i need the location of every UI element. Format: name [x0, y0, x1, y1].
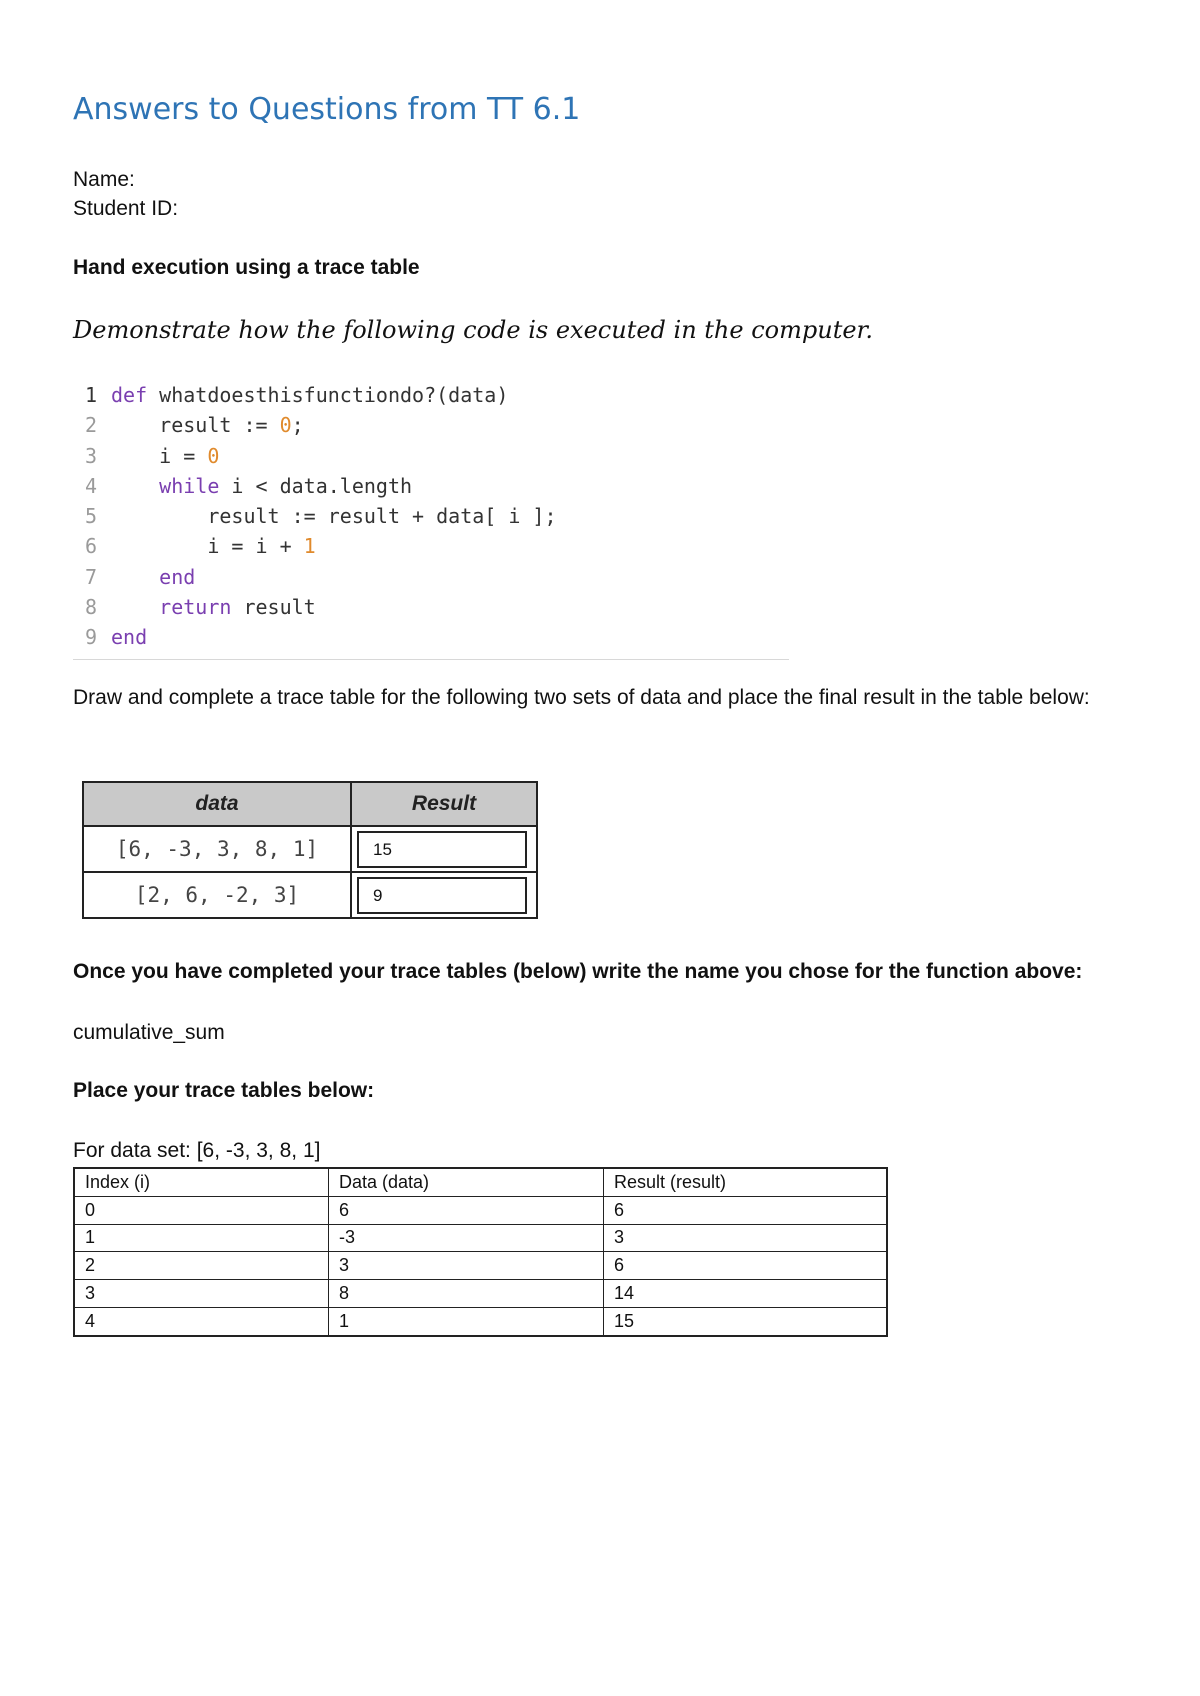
code-line	[73, 410, 789, 440]
data-cell: 3	[329, 1252, 604, 1280]
line-number: 9	[84, 625, 97, 650]
data-cell: 8	[329, 1280, 604, 1308]
line-number: 2	[84, 413, 97, 438]
table-row	[83, 826, 537, 872]
table-row	[74, 1196, 887, 1224]
code-keyword: while	[159, 473, 220, 498]
code-text: i = i +	[111, 534, 304, 559]
code-keyword: end	[111, 625, 148, 650]
code-line	[73, 471, 789, 501]
data-cell: [6, -3, 3, 8, 1]	[83, 826, 351, 872]
page-title: Answers to Questions from TT 6.1	[73, 92, 581, 127]
table-row	[74, 1280, 887, 1308]
index-cell: 3	[74, 1280, 329, 1308]
code-number: 0	[207, 443, 220, 468]
code-line	[73, 441, 789, 471]
result-table-header	[83, 782, 537, 826]
result-cell: 3	[604, 1224, 888, 1252]
code-keyword: end	[159, 564, 196, 589]
table-instruction: Draw and complete a trace table for the following two sets of data and place the final result in the table below:	[73, 686, 1090, 709]
code-text: result :=	[111, 413, 280, 438]
line-number: 7	[84, 564, 97, 589]
index-cell: 1	[74, 1224, 329, 1252]
header-data: Data (data)	[329, 1168, 604, 1196]
index-cell: 4	[74, 1307, 329, 1335]
code-line	[73, 531, 789, 561]
result-field[interactable]: 9	[357, 877, 527, 914]
section-heading: Hand execution using a trace table	[73, 256, 420, 279]
result-cell: 6	[604, 1196, 888, 1224]
line-number: 1	[84, 383, 97, 407]
code-text: whatdoesthisfunctiondo?(data)	[147, 383, 509, 407]
code-number: 0	[279, 413, 292, 438]
table-row	[74, 1252, 887, 1280]
code-line	[73, 501, 789, 531]
function-name-prompt: Once you have completed your trace tables (below) write the name you chose for the function above:	[73, 960, 1083, 983]
trace-table-caption: For data set: [6, -3, 3, 8, 1]	[73, 1139, 321, 1162]
code-number: 1	[303, 534, 316, 559]
name-label: Name:	[73, 168, 135, 191]
trace-table-header	[74, 1168, 887, 1196]
function-name-answer: cumulative_sum	[73, 1021, 225, 1044]
student-id-label: Student ID:	[73, 197, 179, 220]
header-index: Index (i)	[74, 1168, 329, 1196]
header-result: Result (result)	[604, 1168, 888, 1196]
code-text	[111, 595, 159, 619]
code-keyword: def	[111, 383, 148, 407]
code-line	[73, 380, 789, 410]
code-text: ;	[291, 413, 304, 438]
data-cell: -3	[329, 1224, 604, 1252]
index-cell: 0	[74, 1196, 329, 1224]
table-row	[74, 1307, 887, 1335]
result-cell	[351, 826, 537, 872]
result-cell: 14	[604, 1280, 888, 1308]
line-number: 4	[84, 473, 97, 498]
data-cell: 6	[329, 1196, 604, 1224]
code-text: result := result + data[ i ];	[111, 504, 557, 529]
index-cell: 2	[74, 1252, 329, 1280]
code-text: i < data.length	[219, 473, 413, 498]
code-block	[73, 380, 789, 660]
code-line	[73, 562, 789, 592]
line-number: 3	[84, 443, 97, 468]
result-cell	[351, 872, 537, 918]
result-field[interactable]: 15	[357, 831, 527, 868]
code-text	[111, 565, 159, 589]
line-number: 5	[84, 504, 97, 529]
code-keyword: return	[159, 595, 232, 620]
table-row	[83, 872, 537, 918]
header-result: Result	[351, 782, 537, 826]
code-text	[111, 474, 159, 498]
result-cell: 6	[604, 1252, 888, 1280]
instruction-text: Demonstrate how the following code is executed in the computer.	[73, 316, 874, 344]
code-text: result	[231, 595, 316, 620]
code-line	[73, 592, 789, 622]
line-number: 8	[84, 595, 97, 620]
code-text: i =	[111, 443, 208, 468]
header-data: data	[83, 782, 351, 826]
data-cell: [2, 6, -2, 3]	[83, 872, 351, 918]
trace-tables-heading: Place your trace tables below:	[73, 1079, 375, 1102]
result-table	[82, 781, 538, 919]
code-line	[73, 622, 789, 652]
data-cell: 1	[329, 1307, 604, 1335]
trace-table	[73, 1167, 888, 1337]
line-number: 6	[84, 534, 97, 559]
result-cell: 15	[604, 1307, 888, 1335]
table-row	[74, 1224, 887, 1252]
